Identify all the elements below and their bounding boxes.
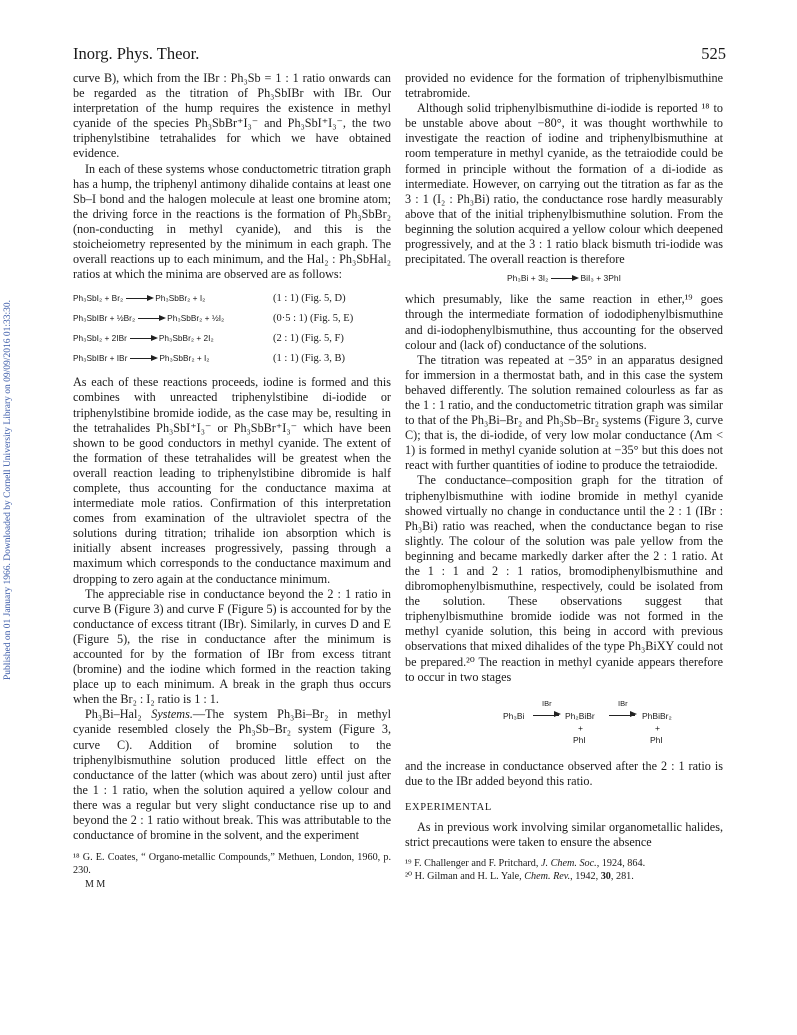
scheme-byproduct: PhI [573,734,586,745]
paragraph: which presumably, like the same reaction in ether,¹⁹ goes through the intermediate formation of iododiphenylbismuthine and di-iodophenylbismuthine, thus accounting for the observed colour and (lack of) conductance of the solutions. [405,292,723,352]
signature-mark: M M [85,879,106,891]
paragraph-body: —The system Ph₃Bi–Br₂ in methyl cyanide resembled closely the Ph₃Sb–Br₂ system (Figure 3, curve C). Addition of bromine solution to the triphenylbismuthine solution produced little effect on the conductance of the latter (which was about zero) until just after the 1 : 1 ratio, when the solution aquired a yellow colour and there was a regular but very slight conductance rise up to and beyond the 2 : 1 ratio without break. This was attributable to the conductance of bromine in the solvent, and the experiment [73,707,391,843]
reaction-row [73,308,391,328]
reaction-ref: (2 : 1) (Fig. 5, F) [273,332,344,344]
reactants: Ph₃Bi + 3I₂ [506,273,549,284]
subheading: Ph₃Bi–Hal₂ [85,707,152,722]
paragraph: The conductance–composition graph for the titration of triphenylbismuthine with iodine bromide in methyl cyanide showed virtually no change in conductance until the 2 : 1 (IBr : Ph₃Bi) ratio was reached, when the conductance began to rise slightly. The colour of the solution was pale yellow from the beginning and became markedly darker after the 2 : 1 ratio. At the 1 : 1 and 2 : 1 ratios, bromodiphenylbismuthine and dibromophenylbismuthine, respectively, could be isolated from the solution. These observations suggest that triphenylbismuthine bromide iodide was not formed in the methyl cyanide solution, this being in accord with previous observations that mixed dihalides of the type Ph₃BiXY could not be prepared.²⁰ The reaction in methyl cyanide appears therefore to occur in two stages [405,473,723,684]
footnote-citation: , 281. [610,870,634,882]
subheading-italic: Systems. [151,707,193,722]
paragraph: provided no evidence for the formation of triphenylbismuthine tetrabromide. [405,71,723,101]
download-notice [2,150,14,830]
scheme-intermediate: Ph₂BiBr [565,710,595,721]
paragraph: Although solid triphenylbismuthine di-iodide is reported ¹⁸ to be unstable above about −80°, it was thought worthwhile to investigate the reaction of iodine and triphenylbismuthine at room temperature in methyl cyanide, as the tetraiodide could be formed in principle without the formation of a di-iodide as intermediate. However, on carrying out the titration as far as the 3 : 1 (I₂ : Ph₃Bi) ratio, the conductance rose hardly measurably above that of the initial triphenylbismuthine solution. From the beginning the solution acquired a yellow colour which deepened progressively, and at the 3 : 1 ratio black bismuth tri-iodide was precipitated. The overall reaction is therefore [405,101,723,267]
products: Ph₃SbBr₂ + 2I₂ [158,332,214,343]
scheme-product: PhBiBr₂ [642,710,672,721]
reaction-ref: (1 : 1) (Fig. 5, D) [273,292,346,304]
products: Ph₃SbBr₂ + I₂ [155,292,206,303]
scheme-plus: + [655,722,660,733]
footnote-authors: ²⁰ H. Gilman and H. L. Yale, [405,870,525,882]
arrow-icon [533,715,559,716]
footnote [405,858,723,871]
left-column [73,71,391,892]
page-number: 525 [701,44,726,63]
right-column [405,71,723,883]
footnote-volume: 30 [600,870,611,882]
paragraph: and the increase in conductance observed after the 2 : 1 ratio is due to the IBr added beyond this ratio. [405,758,723,788]
journal-header: Inorg. Phys. Theor. [73,44,200,63]
arrow-icon [126,298,152,299]
products: Ph₃SbBr₂ + I₂ [159,352,210,363]
arrow-icon [130,358,156,359]
reaction-scheme [405,693,723,753]
scheme-start: Ph₃Bi [503,710,525,721]
products: BiI₃ + 3PhI [580,273,622,284]
overall-reaction [405,271,723,286]
arrow-icon [609,715,635,716]
reaction-row [73,288,391,308]
reaction-ref: (1 : 1) (Fig. 3, B) [273,352,346,364]
reactants: Ph₃SbIBr + IBr [73,352,128,363]
footnote-year: , 1942, [570,870,601,882]
footnote-journal: J. Chem. Soc. [540,858,597,870]
reaction-row [73,328,391,348]
reaction-list [73,288,391,368]
footnote-authors: ¹⁹ F. Challenger and F. Pritchard, [405,858,541,870]
reaction-equation [73,351,273,366]
scheme-reagent-1: IBr [542,698,552,708]
paragraph: In each of these systems whose conductometric titration graph has a hump, the triphenyl antimony dihalide contains at least one Sb–I bond and the halogen molecule at least one bromine atom; the driving force in the reactions is the formation of Ph₃SbBr₂ (non-conducting in methyl cyanide), and this is the stoicheiometry represented by the minimum in each graph. The overall reactions up to each minimum, and the Hal₂ : Ph₃SbHal₂ ratios at which the minima are observed are as follows: [73,161,391,282]
paragraph: As each of these reactions proceeds, iodine is formed and this combines with unreacted triphenylstibine di-iodide or triphenylstibine bromide iodide, as the case may be, resulting in the tetrahalides Ph₃SbI⁺I₃⁻ or Ph₃SbBr⁺I₃⁻ which have been shown to be good conductors in methyl cyanide. The extent of the formation of these tetrahalides will be greatest when the overall reaction leading to triphenylstibine dibromide is half complete, thus accounting for the conductance maxima at intermediate mole ratios. Confirmation of this interpretation comes from examination of the ultraviolet spectra of the solutions during titration; trihalide ion absorption which is initially absent increases progressively, passing through a maximum which corresponds to the conductance maximum and dropping to zero again at the conductance minimum. [73,375,391,586]
footnote-journal: Chem. Rev. [524,870,571,882]
footnote-citation: , 1924, 864. [596,858,646,870]
paragraph: curve B), which from the IBr : Ph₃Sb = 1 : 1 ratio onwards can be regarded as the titration of Ph₃SbIBr with IBr. Our interpretation of the hump requires the existence in methyl cyanide of the species Ph₃SbBr⁺I₃⁻ and Ph₃SbI⁺I₃⁻, the two triphenylstibine tetrahalides for which we have obtained evidence. [73,71,391,161]
reaction-ref: (0·5 : 1) (Fig. 5, E) [273,312,354,324]
products: Ph₃SbBr₂ + ½I₂ [167,312,225,323]
paragraph: The appreciable rise in conductance beyond the 2 : 1 ratio in curve B (Figure 3) and curve F (Figure 5) is accounted for by the conductance of excess titrant (IBr). Similarly, in curves D and E (Figure 5), the rise in conductance after the minimum is accounted for by the formation of IBr from excess titrant (bromine) and the iodine which formed in the reaction taking place up to each minimum. A break in the graph thus occurs when the Br₂ : I₂ ratio is 1 : 1. [73,586,391,707]
reactants: Ph₃SbI₂ + Br₂ [73,292,124,303]
download-notice-text: Published on 01 January 1966. Downloaded by Cornell University Library on 09/09/2016 01:33:30. [3,300,13,680]
scheme-reagent-2: IBr [618,698,628,708]
reactants: Ph₃SbI₂ + 2IBr [73,332,127,343]
footnote [405,871,723,884]
reaction-row [73,348,391,368]
footnote: ¹⁸ G. E. Coates, “ Organo-metallic Compounds,” Methuen, London, 1960, p. 230. [73,852,391,876]
reactants: Ph₃SbIBr + ½Br₂ [73,312,136,323]
arrow-icon [138,318,164,319]
reaction-equation [73,311,273,326]
arrow-icon [130,338,156,339]
reaction-equation [73,291,273,306]
reaction-equation [73,331,273,346]
paragraph: As in previous work involving similar organometallic halides, strict precautions were taken to ensure the absence [405,820,723,850]
scheme-byproduct: PhI [650,734,663,745]
scheme-plus: + [578,722,583,733]
arrow-icon [551,278,577,279]
paragraph [73,707,391,843]
paragraph: The titration was repeated at −35° in an apparatus designed for immersion in a thermostat bath, and in this case the system behaved differently. The solution remained colourless as far as the 1 : 1 ratio, and the conductometric titration graph was similar to that of the Ph₃Bi–Br₂ and Ph₃Sb–Br₂ systems (Figure 3, curve C); that is, the di-iodide, of very low molar conductance (Λm < 1) is formed in methyl cyanide solution at −35° but this does not react with further quantities of iodine to produce the tetraiodide. [405,352,723,473]
section-heading: EXPERIMENTAL [405,801,492,813]
